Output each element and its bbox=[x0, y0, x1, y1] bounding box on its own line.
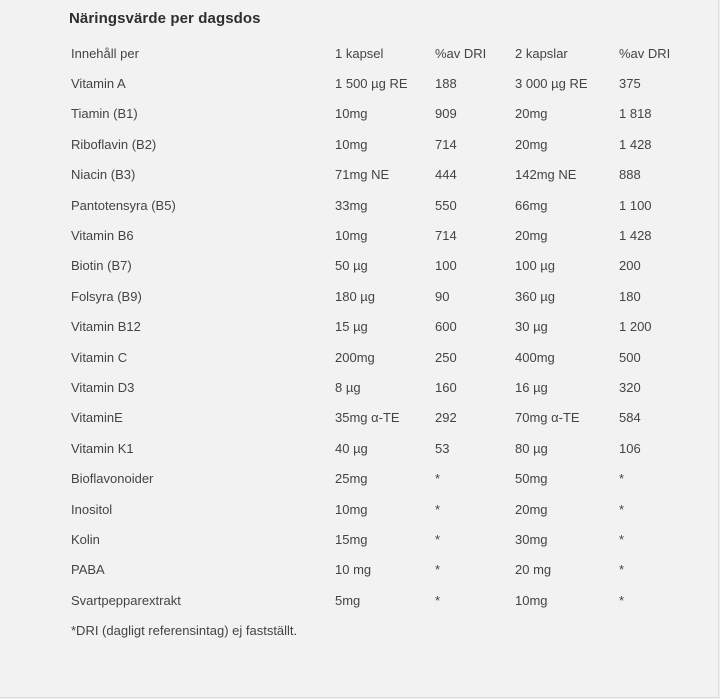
table-row bbox=[62, 342, 680, 372]
amount-one-capsule: 40 µg bbox=[335, 440, 368, 456]
dri-one-capsule: * bbox=[435, 501, 441, 517]
dri-two-capsules: * bbox=[619, 562, 625, 578]
table-row bbox=[62, 403, 680, 433]
table-row bbox=[62, 463, 680, 493]
footnote: *DRI (dagligt referensintag) ej fastställt. bbox=[71, 623, 298, 638]
table-row bbox=[62, 281, 680, 311]
dri-two-capsules: * bbox=[619, 592, 625, 608]
dri-two-capsules: 320 bbox=[619, 379, 641, 395]
dri-two-capsules: * bbox=[619, 501, 625, 517]
amount-one-capsule: 8 µg bbox=[335, 379, 361, 395]
nutrient-name: Tiamin (B1) bbox=[71, 106, 138, 122]
dri-two-capsules: 584 bbox=[619, 410, 641, 426]
dri-two-capsules: 200 bbox=[619, 258, 641, 274]
amount-two-capsules: 20mg bbox=[515, 106, 548, 122]
table-row bbox=[62, 251, 680, 281]
amount-one-capsule: 10mg bbox=[335, 136, 368, 152]
table-row bbox=[62, 433, 680, 463]
nutrient-name: Vitamin K1 bbox=[71, 440, 134, 456]
amount-one-capsule: 10 mg bbox=[335, 562, 372, 578]
dri-one-capsule: * bbox=[435, 562, 441, 578]
nutrient-name: Kolin bbox=[71, 531, 100, 547]
amount-one-capsule: 180 µg bbox=[335, 288, 376, 304]
table-row bbox=[62, 372, 680, 402]
table-row bbox=[62, 99, 680, 129]
table-row bbox=[62, 190, 680, 220]
dri-one-capsule: 600 bbox=[435, 319, 457, 335]
table-row bbox=[62, 494, 680, 524]
amount-two-capsules: 80 µg bbox=[515, 440, 548, 456]
amount-two-capsules: 16 µg bbox=[515, 379, 548, 395]
dri-two-capsules: 1 428 bbox=[619, 136, 652, 152]
dri-two-capsules: 500 bbox=[619, 349, 641, 365]
dri-one-capsule: * bbox=[435, 592, 441, 608]
dri-one-capsule: 250 bbox=[435, 349, 457, 365]
amount-two-capsules: 30mg bbox=[515, 531, 548, 547]
header-content-per: Innehåll per bbox=[71, 45, 139, 61]
table-row bbox=[62, 555, 680, 585]
nutrient-name: Vitamin B6 bbox=[71, 228, 134, 244]
dri-two-capsules: 1 100 bbox=[619, 197, 652, 213]
dri-one-capsule: 292 bbox=[435, 410, 457, 426]
dri-two-capsules: 888 bbox=[619, 167, 641, 183]
nutrition-table bbox=[62, 38, 680, 615]
dri-two-capsules: 180 bbox=[619, 288, 641, 304]
amount-one-capsule: 200mg bbox=[335, 349, 375, 365]
table-row bbox=[62, 68, 680, 98]
amount-one-capsule: 25mg bbox=[335, 471, 368, 487]
dri-one-capsule: 100 bbox=[435, 258, 457, 274]
dri-two-capsules: * bbox=[619, 471, 625, 487]
table-row bbox=[62, 129, 680, 159]
table-row bbox=[62, 524, 680, 554]
amount-one-capsule: 35mg α-TE bbox=[335, 410, 400, 426]
table-row bbox=[62, 312, 680, 342]
amount-one-capsule: 15mg bbox=[335, 531, 368, 547]
dri-one-capsule: 53 bbox=[435, 440, 450, 456]
amount-two-capsules: 70mg α-TE bbox=[515, 410, 580, 426]
nutrient-name: PABA bbox=[71, 562, 105, 578]
amount-one-capsule: 33mg bbox=[335, 197, 368, 213]
dri-one-capsule: 550 bbox=[435, 197, 457, 213]
nutrient-name: Inositol bbox=[71, 501, 113, 517]
table-body bbox=[62, 68, 680, 615]
dri-two-capsules: 106 bbox=[619, 440, 641, 456]
header-dri-one: %av DRI bbox=[435, 45, 487, 61]
nutrient-name: Vitamin A bbox=[71, 76, 126, 92]
nutrient-name: Folsyra (B9) bbox=[71, 288, 142, 304]
table-header-row bbox=[62, 38, 680, 68]
amount-one-capsule: 10mg bbox=[335, 228, 368, 244]
dri-one-capsule: * bbox=[435, 531, 441, 547]
dri-one-capsule: 444 bbox=[435, 167, 457, 183]
amount-two-capsules: 20mg bbox=[515, 501, 548, 517]
nutrient-name: Niacin (B3) bbox=[71, 167, 136, 183]
amount-one-capsule: 10mg bbox=[335, 106, 368, 122]
amount-one-capsule: 50 µg bbox=[335, 258, 368, 274]
dri-two-capsules: 375 bbox=[619, 76, 641, 92]
amount-two-capsules: 100 µg bbox=[515, 258, 556, 274]
dri-two-capsules: 1 200 bbox=[619, 319, 652, 335]
dri-two-capsules: 1 428 bbox=[619, 228, 652, 244]
dri-two-capsules: 1 818 bbox=[619, 106, 652, 122]
nutrient-name: Vitamin D3 bbox=[71, 379, 135, 395]
nutrient-name: VitaminE bbox=[71, 410, 123, 426]
dri-one-capsule: * bbox=[435, 471, 441, 487]
amount-two-capsules: 20mg bbox=[515, 228, 548, 244]
dri-one-capsule: 160 bbox=[435, 379, 457, 395]
amount-two-capsules: 142mg NE bbox=[515, 167, 577, 183]
header-one-capsule: 1 kapsel bbox=[335, 45, 384, 61]
amount-one-capsule: 15 µg bbox=[335, 319, 368, 335]
nutrient-name: Biotin (B7) bbox=[71, 258, 132, 274]
nutrient-name: Riboflavin (B2) bbox=[71, 136, 157, 152]
amount-two-capsules: 30 µg bbox=[515, 319, 548, 335]
amount-two-capsules: 20 mg bbox=[515, 562, 552, 578]
amount-two-capsules: 400mg bbox=[515, 349, 555, 365]
amount-two-capsules: 66mg bbox=[515, 197, 548, 213]
nutrition-title: Näringsvärde per dagsdos bbox=[69, 10, 261, 27]
amount-two-capsules: 3 000 µg RE bbox=[515, 76, 588, 92]
nutrient-name: Bioflavonoider bbox=[71, 471, 154, 487]
dri-one-capsule: 909 bbox=[435, 106, 457, 122]
table-row bbox=[62, 160, 680, 190]
amount-one-capsule: 5mg bbox=[335, 592, 361, 608]
amount-two-capsules: 20mg bbox=[515, 136, 548, 152]
amount-one-capsule: 10mg bbox=[335, 501, 368, 517]
nutrient-name: Vitamin C bbox=[71, 349, 128, 365]
amount-two-capsules: 10mg bbox=[515, 592, 548, 608]
amount-two-capsules: 360 µg bbox=[515, 288, 556, 304]
amount-two-capsules: 50mg bbox=[515, 471, 548, 487]
dri-one-capsule: 714 bbox=[435, 136, 457, 152]
header-two-capsules: 2 kapslar bbox=[515, 45, 568, 61]
dri-one-capsule: 714 bbox=[435, 228, 457, 244]
header-dri-two: %av DRI bbox=[619, 45, 671, 61]
nutrient-name: Pantotensyra (B5) bbox=[71, 197, 176, 213]
dri-one-capsule: 188 bbox=[435, 76, 457, 92]
amount-one-capsule: 1 500 µg RE bbox=[335, 76, 408, 92]
amount-one-capsule: 71mg NE bbox=[335, 167, 390, 183]
nutrient-name: Vitamin B12 bbox=[71, 319, 141, 335]
dri-one-capsule: 90 bbox=[435, 288, 450, 304]
nutrient-name: Svartpepparextrakt bbox=[71, 592, 181, 608]
dri-two-capsules: * bbox=[619, 531, 625, 547]
table-row bbox=[62, 585, 680, 615]
table-row bbox=[62, 220, 680, 250]
